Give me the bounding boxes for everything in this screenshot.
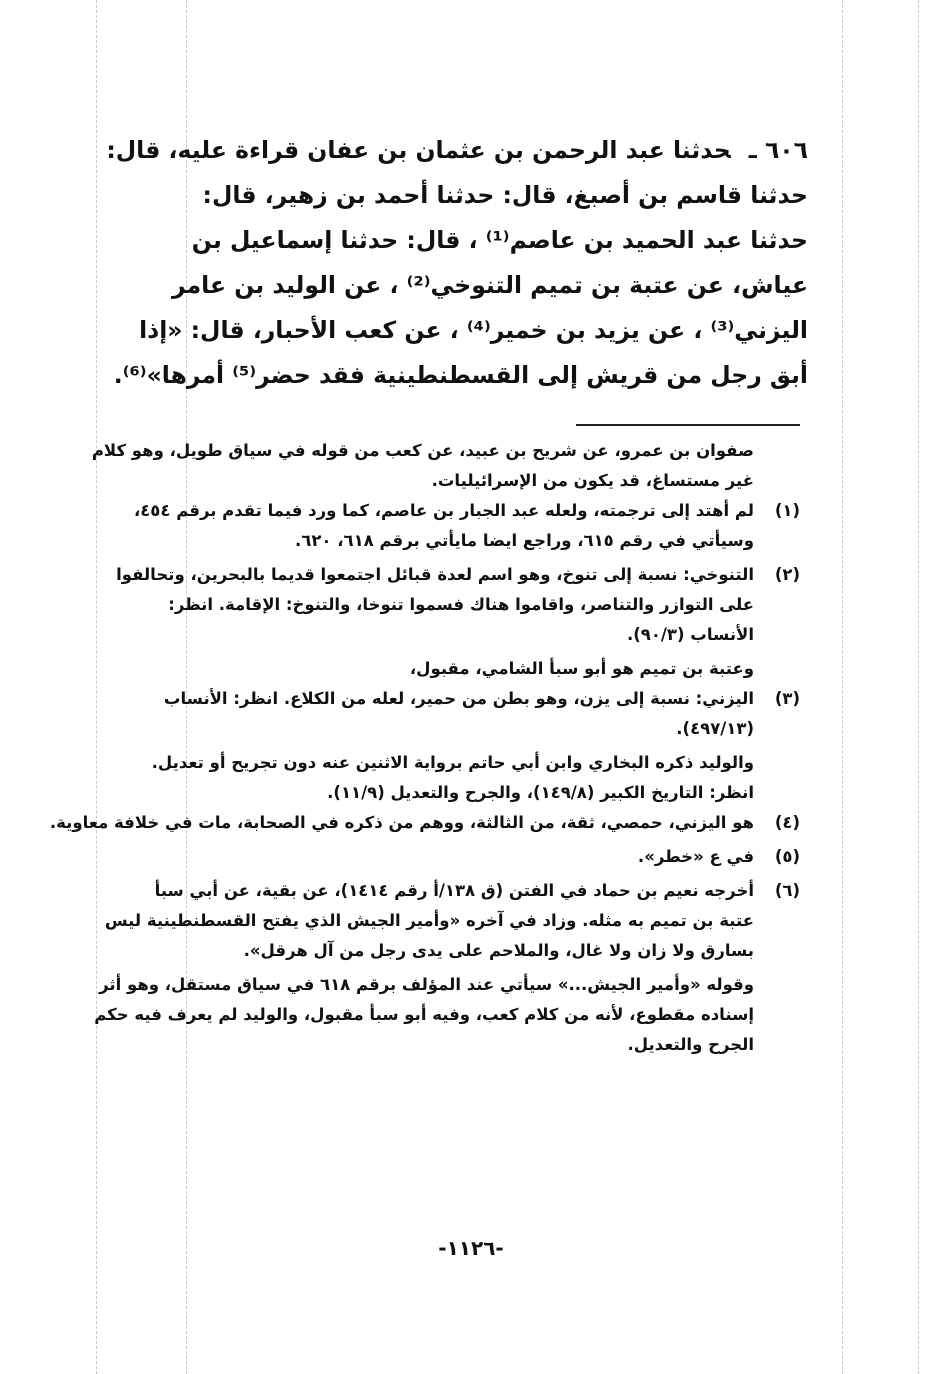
hadith-line: عياش، عن عتبة بن تميم التنوخي⁽²⁾ ، عن الوليد بن عامر <box>171 271 808 299</box>
footnote-number: (٢) <box>774 565 800 584</box>
hadith-line: حدثنا قاسم بن أصبغ، قال: حدثنا أحمد بن زهير، قال: <box>202 181 808 209</box>
footnote-4: (٤) هو اليزني، حمصي، ثقة، من الثالثة، ووهم من ذكره في الصحابة، مات في خلافة معاوية. <box>90 808 800 838</box>
footnote-carryover: صفوان بن عمرو، عن شريح بن عبيد، عن كعب من قوله في سياق طويل، وهو كلام غير مستساغ، قد يكون من الإسرائيليات. <box>91 441 754 490</box>
hadith-line: اليزني⁽³⁾ ، عن يزيد بن خمير⁽⁴⁾ ، عن كعب الأحبار، قال: «إذا <box>139 316 808 344</box>
page-number: -١١٢٦- <box>438 1236 504 1260</box>
hadith-line: أبق رجل من قريش إلى القسطنطينية فقد حضر⁽⁵⁾ أمرها»⁽⁶⁾. <box>113 361 808 389</box>
footnote-2-continuation: وعتبة بن تميم هو أبو سبأ الشامي، مقبول، <box>409 659 754 678</box>
footnote-3: (٣) اليزني: نسبة إلى يزن، وهو بطن من حمير، لعله من الكلاع. انظر: الأنساب (٤٩٧/١٣). <box>90 684 800 744</box>
hadith-number: ٦٠٦ ـ <box>748 136 808 164</box>
footnote-6-continuation: وقوله «وأمير الجيش...» سيأتي عند المؤلف برقم ٦١٨ في سياق مستقل، وهو أثر إسناده مقطوع، لأنه من كلام كعب، وفيه أبو سبأ مقبول، والوليد لم يعرف فيه حكم الجرح والتعديل. <box>94 975 754 1054</box>
footnote-3-continuation: والوليد ذكره البخاري وابن أبي حاتم برواية الاثنين عنه دون تجريح أو تعديل. انظر: التاريخ الكبير (١٤٩/٨)، والجرح والتعديل (١١/٩). <box>151 753 754 802</box>
hadith-text <box>88 128 808 398</box>
footnote-number: (٦) <box>774 881 800 900</box>
footnote-1: (١) لم أهتد إلى ترجمته، ولعله عبد الجبار بن عاصم، كما ورد فيما تقدم برقم ٤٥٤، وسيأتي في رقم ٦١٥، وراجع ايضا مايأتي برقم ٦١٨، ٦٢٠. <box>90 496 800 556</box>
footnote-number: (٥) <box>774 847 800 866</box>
footnote-5: (٥) في ع «خطر». <box>90 842 800 872</box>
scan-guide-line <box>918 0 919 1374</box>
footnote-number: (٣) <box>774 689 800 708</box>
footnotes <box>49 436 800 1060</box>
footnote-separator <box>576 424 800 426</box>
footnote-number: (٤) <box>774 813 800 832</box>
footnote-2: (٢) التنوخي: نسبة إلى تنوخ، وهو اسم لعدة قبائل اجتمعوا قديما بالبحرين، وتحالفوا على التوازر والتناصر، واقاموا هناك فسموا تنوخا، والتنوخ: الإقامة. انظر: الأنساب (٩٠/٣). <box>90 560 800 650</box>
hadith-line: حدثنا عبد الرحمن بن عثمان بن عفان قراءة عليه، قال: <box>106 136 731 164</box>
hadith-line: حدثنا عبد الحميد بن عاصم⁽¹⁾ ، قال: حدثنا إسماعيل بن <box>191 226 808 254</box>
footnote-6: (٦) أخرجه نعيم بن حماد في الفتن (ق ١٣٨/أ رقم ١٤١٤)، عن بقية، عن أبي سبأ عتبة بن تميم به مثله. وزاد في آخره «وأمير الجيش الذي يفتح القسطنطينية ليس بسارق ولا زان ولا غال، والملاحم على يدى رجل من آل هرقل». <box>90 876 800 966</box>
scan-guide-line <box>842 0 843 1374</box>
footnote-number: (١) <box>774 501 800 520</box>
